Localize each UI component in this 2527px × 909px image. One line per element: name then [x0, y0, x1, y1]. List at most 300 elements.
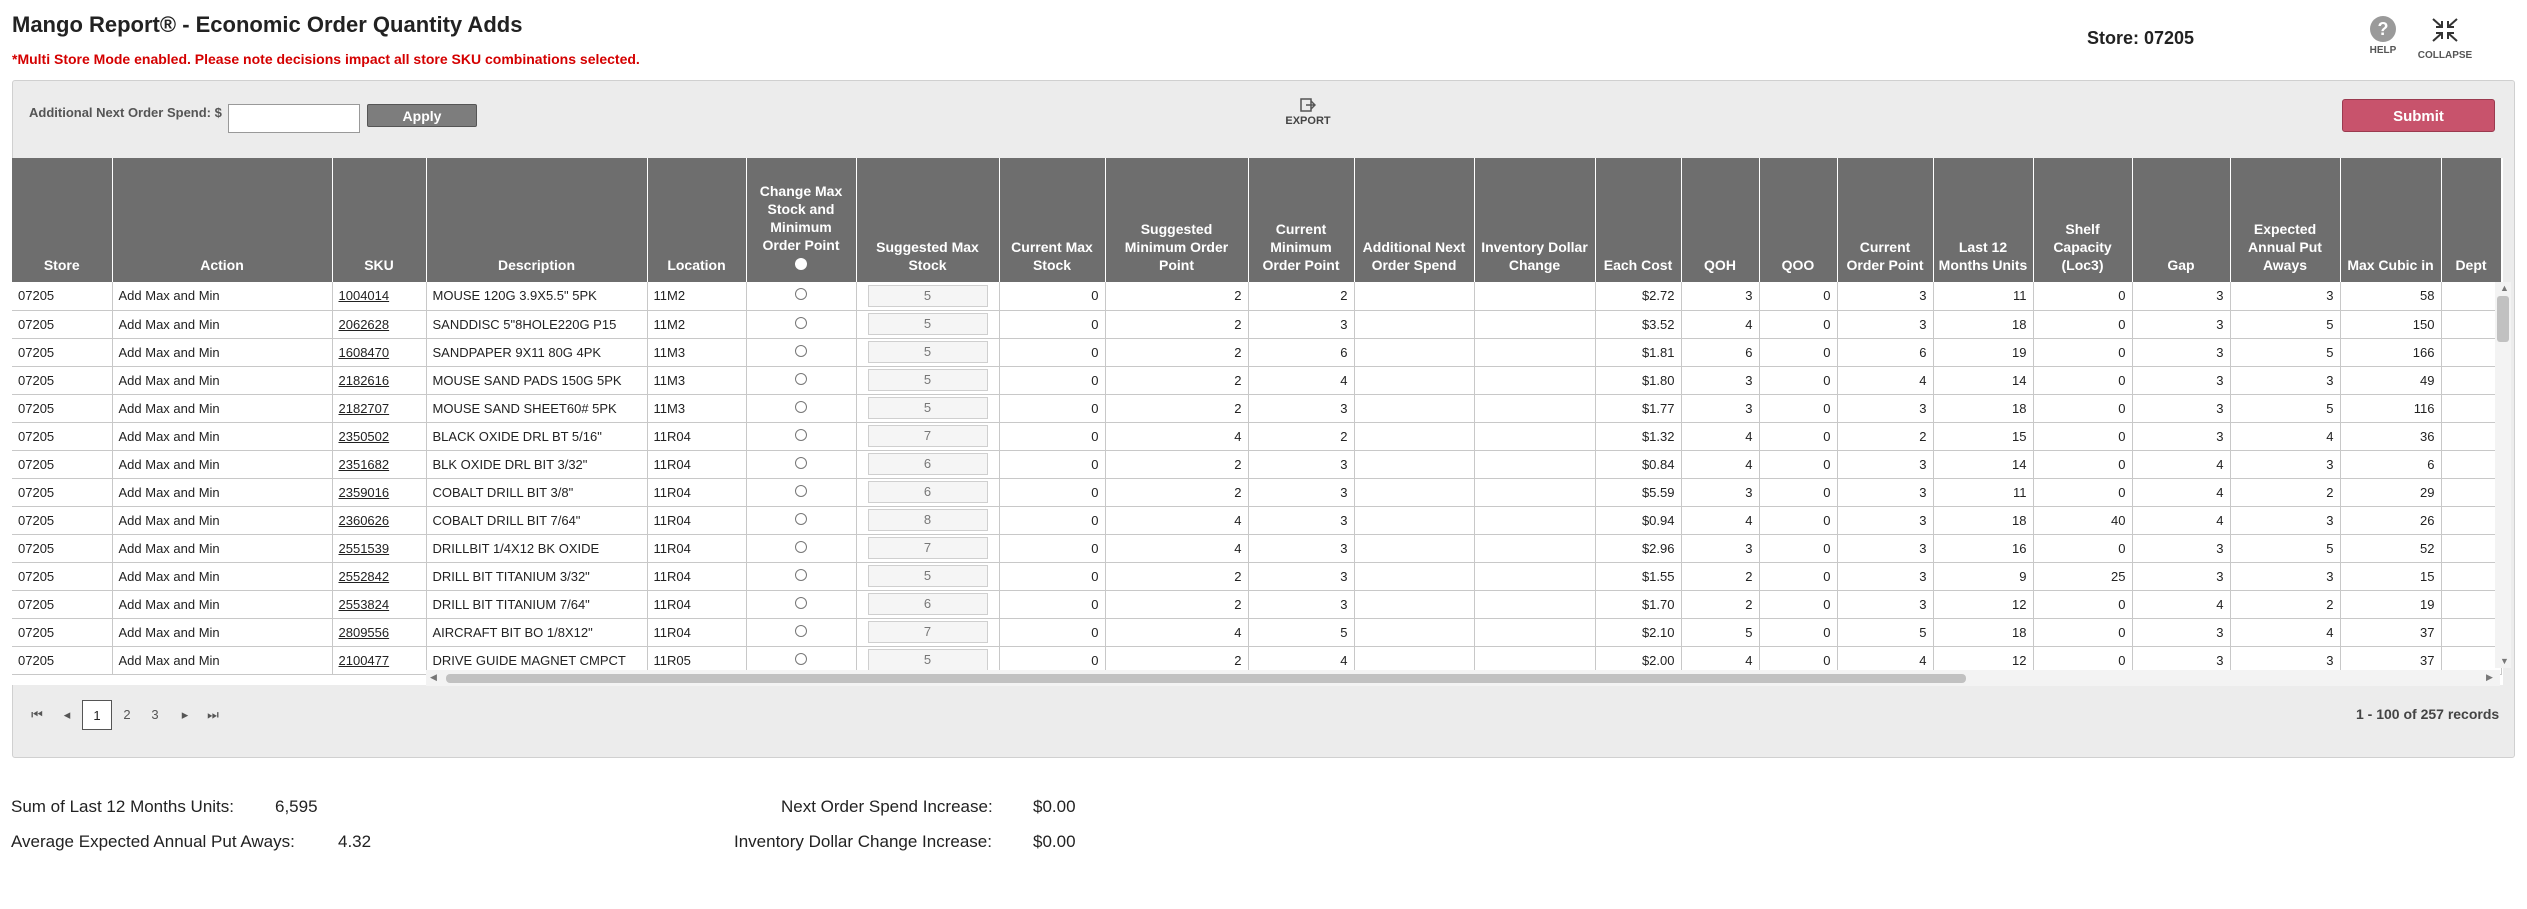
cell-cop: 3 — [1837, 394, 1933, 422]
cell-sku[interactable]: 2062628 — [332, 310, 426, 338]
cell-cost: $1.81 — [1595, 338, 1681, 366]
cell-change-radio — [746, 590, 856, 618]
cell-cubic: 6 — [2340, 450, 2441, 478]
cell-sku[interactable]: 2360626 — [332, 506, 426, 534]
col-header-each-cost[interactable]: Each Cost — [1595, 158, 1681, 282]
change-max-min-radio[interactable] — [795, 541, 807, 553]
cell-idc — [1474, 366, 1595, 394]
cell-smin: 2 — [1105, 478, 1248, 506]
cell-cmin: 2 — [1248, 282, 1354, 310]
cell-qoh: 2 — [1681, 562, 1759, 590]
col-header-max-cubic[interactable]: Max Cubic in — [2340, 158, 2441, 282]
col-header-dept[interactable]: Dept — [2441, 158, 2501, 282]
cell-cmax: 0 — [999, 478, 1105, 506]
cell-gap: 3 — [2132, 282, 2230, 310]
cell-l12: 15 — [1933, 422, 2033, 450]
cell-loc: 11R05 — [647, 646, 746, 674]
cell-qoo: 0 — [1759, 394, 1837, 422]
suggested-max-field[interactable]: 5 — [868, 285, 988, 307]
next-page-icon[interactable]: ▸ — [181, 707, 189, 722]
cell-store: 07205 — [12, 450, 112, 478]
data-grid — [12, 158, 2503, 685]
change-max-min-radio[interactable] — [795, 597, 807, 609]
suggested-max-field[interactable]: 7 — [868, 425, 988, 447]
col-header-sku[interactable]: SKU — [332, 158, 426, 282]
cell-qoo: 0 — [1759, 422, 1837, 450]
cell-action: Add Max and Min — [112, 394, 332, 422]
cell-cost: $5.59 — [1595, 478, 1681, 506]
cell-loc: 11R04 — [647, 506, 746, 534]
cell-cmin: 3 — [1248, 394, 1354, 422]
cell-dept — [2441, 478, 2501, 506]
col-header-gap[interactable]: Gap — [2132, 158, 2230, 282]
cell-sku[interactable]: 2551539 — [332, 534, 426, 562]
cell-qoh: 2 — [1681, 590, 1759, 618]
cell-qoo: 0 — [1759, 590, 1837, 618]
cell-action: Add Max and Min — [112, 618, 332, 646]
cell-idc — [1474, 562, 1595, 590]
cell-sku[interactable]: 2351682 — [332, 450, 426, 478]
cell-cubic: 37 — [2340, 646, 2441, 674]
col-header-location[interactable]: Location — [647, 158, 746, 282]
cell-ans — [1354, 282, 1474, 310]
cell-dept — [2441, 534, 2501, 562]
cell-cmax: 0 — [999, 590, 1105, 618]
avg-value: 4.32 — [338, 832, 372, 851]
page-button-1[interactable]: 1 — [82, 700, 112, 730]
cell-eapa: 3 — [2230, 646, 2340, 674]
cell-ans — [1354, 534, 1474, 562]
cell-suggested-max — [856, 394, 999, 422]
cell-cubic: 26 — [2340, 506, 2441, 534]
export-button[interactable] — [1283, 98, 1333, 127]
cell-l12: 11 — [1933, 478, 2033, 506]
cell-qoh: 4 — [1681, 646, 1759, 674]
cell-suggested-max — [856, 590, 999, 618]
suggested-max-field[interactable]: 6 — [868, 481, 988, 503]
cell-shelf: 40 — [2033, 506, 2132, 534]
cell-shelf: 25 — [2033, 562, 2132, 590]
select-all-radio[interactable] — [795, 258, 807, 270]
help-button[interactable] — [2348, 16, 2418, 56]
cell-cop: 3 — [1837, 478, 1933, 506]
change-max-min-radio[interactable] — [795, 653, 807, 665]
cell-cop: 3 — [1837, 534, 1933, 562]
cell-qoh: 4 — [1681, 422, 1759, 450]
scroll-right-icon[interactable]: ▶ — [2486, 672, 2493, 682]
cell-smin: 4 — [1105, 618, 1248, 646]
suggested-max-field[interactable]: 5 — [868, 649, 988, 671]
export-label: EXPORT — [1285, 115, 1331, 127]
cell-cmax: 0 — [999, 366, 1105, 394]
suggested-max-field[interactable]: 8 — [868, 509, 988, 531]
col-header-current-min[interactable]: Current Minimum Order Point — [1248, 158, 1354, 282]
cell-cost: $2.96 — [1595, 534, 1681, 562]
cell-l12: 18 — [1933, 618, 2033, 646]
cell-sku[interactable]: 2182616 — [332, 366, 426, 394]
cell-cmax: 0 — [999, 310, 1105, 338]
cell-eapa: 4 — [2230, 618, 2340, 646]
cell-smin: 2 — [1105, 282, 1248, 310]
cell-change-radio — [746, 478, 856, 506]
cell-cmin: 3 — [1248, 450, 1354, 478]
cell-cost: $1.32 — [1595, 422, 1681, 450]
cell-suggested-max — [856, 618, 999, 646]
cell-dept — [2441, 310, 2501, 338]
cell-cmin: 3 — [1248, 310, 1354, 338]
cell-loc: 11R04 — [647, 590, 746, 618]
vertical-scroll-thumb[interactable] — [2497, 296, 2509, 342]
cell-sku[interactable]: 2552842 — [332, 562, 426, 590]
suggested-max-field[interactable]: 5 — [868, 565, 988, 587]
col-header-action[interactable]: Action — [112, 158, 332, 282]
change-max-min-radio[interactable] — [795, 345, 807, 357]
cell-dept — [2441, 366, 2501, 394]
cell-shelf: 0 — [2033, 422, 2132, 450]
cell-gap: 3 — [2132, 422, 2230, 450]
col-header-suggested-max[interactable]: Suggested Max Stock — [856, 158, 999, 282]
cell-change-radio — [746, 422, 856, 450]
cell-smin: 4 — [1105, 534, 1248, 562]
cell-action: Add Max and Min — [112, 366, 332, 394]
table-row[interactable] — [12, 394, 2501, 422]
avg-label: Average Expected Annual Put Aways: — [11, 832, 295, 851]
cell-cop: 3 — [1837, 590, 1933, 618]
cell-idc — [1474, 282, 1595, 310]
collapse-icon — [2430, 16, 2460, 44]
cell-sku[interactable]: 2809556 — [332, 618, 426, 646]
page-title: Mango Report® - Economic Order Quantity Adds — [12, 12, 523, 37]
cell-cmax: 0 — [999, 450, 1105, 478]
change-max-min-radio[interactable] — [795, 625, 807, 637]
cell-loc: 11R04 — [647, 450, 746, 478]
table-row[interactable] — [12, 422, 2501, 450]
cell-smin: 2 — [1105, 646, 1248, 674]
table-body — [12, 282, 2501, 674]
suggested-max-field[interactable]: 5 — [868, 341, 988, 363]
change-max-min-radio[interactable] — [795, 569, 807, 581]
cell-change-radio — [746, 534, 856, 562]
cell-cost: $2.00 — [1595, 646, 1681, 674]
cell-action: Add Max and Min — [112, 282, 332, 310]
cell-cubic: 58 — [2340, 282, 2441, 310]
cell-gap: 3 — [2132, 338, 2230, 366]
page-button-2[interactable]: 2 — [123, 707, 131, 722]
cell-cmax: 0 — [999, 338, 1105, 366]
cell-cmax: 0 — [999, 394, 1105, 422]
cell-cop: 3 — [1837, 310, 1933, 338]
cell-qoh: 3 — [1681, 366, 1759, 394]
change-max-min-radio[interactable] — [795, 373, 807, 385]
col-header-current-max[interactable]: Current Max Stock — [999, 158, 1105, 282]
cell-cubic: 166 — [2340, 338, 2441, 366]
prev-page-icon[interactable]: ◂ — [63, 707, 71, 722]
cell-qoo: 0 — [1759, 618, 1837, 646]
change-max-min-radio[interactable] — [795, 288, 807, 300]
cell-dept — [2441, 394, 2501, 422]
table-row[interactable] — [12, 366, 2501, 394]
horizontal-scroll-thumb[interactable] — [446, 674, 1966, 683]
change-max-min-radio[interactable] — [795, 317, 807, 329]
cell-qoh: 3 — [1681, 534, 1759, 562]
col-header-last-12-months[interactable]: Last 12 Months Units — [1933, 158, 2033, 282]
suggested-max-field[interactable]: 7 — [868, 621, 988, 643]
cell-action: Add Max and Min — [112, 338, 332, 366]
cell-sku[interactable]: 2359016 — [332, 478, 426, 506]
cell-cubic: 49 — [2340, 366, 2441, 394]
cell-shelf: 0 — [2033, 646, 2132, 674]
cell-smin: 2 — [1105, 562, 1248, 590]
cell-store: 07205 — [12, 618, 112, 646]
suggested-max-field[interactable]: 5 — [868, 397, 988, 419]
cell-dept — [2441, 506, 2501, 534]
cell-store: 07205 — [12, 534, 112, 562]
cell-cubic: 150 — [2340, 310, 2441, 338]
cell-cmin: 4 — [1248, 366, 1354, 394]
cell-l12: 18 — [1933, 394, 2033, 422]
cell-shelf: 0 — [2033, 282, 2132, 310]
scroll-up-icon[interactable]: ▲ — [2500, 283, 2509, 293]
cell-cost: $0.84 — [1595, 450, 1681, 478]
scroll-down-icon[interactable]: ▼ — [2500, 656, 2509, 666]
cell-loc: 11R04 — [647, 562, 746, 590]
cell-cmin: 3 — [1248, 534, 1354, 562]
suggested-max-field[interactable]: 5 — [868, 369, 988, 391]
cell-desc: SANDPAPER 9X11 80G 4PK — [426, 338, 647, 366]
cell-action: Add Max and Min — [112, 450, 332, 478]
cell-ans — [1354, 310, 1474, 338]
cell-suggested-max — [856, 422, 999, 450]
table-row[interactable] — [12, 282, 2501, 310]
cell-idc — [1474, 338, 1595, 366]
cell-cop: 3 — [1837, 506, 1933, 534]
cell-store: 07205 — [12, 506, 112, 534]
cell-cost: $1.77 — [1595, 394, 1681, 422]
cell-cop: 4 — [1837, 646, 1933, 674]
col-header-store[interactable]: Store — [12, 158, 112, 282]
table-row[interactable] — [12, 506, 2501, 534]
cell-idc — [1474, 450, 1595, 478]
spend-input[interactable] — [228, 104, 360, 133]
cell-cop: 3 — [1837, 282, 1933, 310]
cell-cost: $1.55 — [1595, 562, 1681, 590]
cell-desc: DRIVE GUIDE MAGNET CMPCT — [426, 646, 647, 674]
apply-button[interactable]: Apply — [367, 104, 477, 127]
table-row[interactable] — [12, 562, 2501, 590]
cell-suggested-max — [856, 310, 999, 338]
cell-cost: $1.80 — [1595, 366, 1681, 394]
cell-cmin: 3 — [1248, 562, 1354, 590]
cell-gap: 3 — [2132, 646, 2230, 674]
cell-loc: 11R04 — [647, 618, 746, 646]
cell-store: 07205 — [12, 478, 112, 506]
cell-desc: DRILL BIT TITANIUM 7/64" — [426, 590, 647, 618]
cell-store: 07205 — [12, 338, 112, 366]
cell-loc: 11R04 — [647, 534, 746, 562]
cell-cmax: 0 — [999, 618, 1105, 646]
change-max-min-radio[interactable] — [795, 401, 807, 413]
cell-desc: COBALT DRILL BIT 3/8" — [426, 478, 647, 506]
col-header-current-order-point[interactable]: Current Order Point — [1837, 158, 1933, 282]
cell-action: Add Max and Min — [112, 590, 332, 618]
cell-qoh: 5 — [1681, 618, 1759, 646]
page-button-3[interactable]: 3 — [151, 707, 159, 722]
sum-label: Sum of Last 12 Months Units: — [11, 797, 234, 816]
spend-label: Additional Next Order Spend: $ — [29, 105, 222, 120]
cell-shelf: 0 — [2033, 618, 2132, 646]
cell-shelf: 0 — [2033, 450, 2132, 478]
multi-store-warning: *Multi Store Mode enabled. Please note decisions impact all store SKU combinations selected. — [12, 51, 640, 67]
cell-ans — [1354, 506, 1474, 534]
export-icon — [1300, 98, 1316, 112]
cell-cubic: 37 — [2340, 618, 2441, 646]
suggested-max-field[interactable]: 6 — [868, 593, 988, 615]
cell-cmin: 5 — [1248, 618, 1354, 646]
cell-qoh: 4 — [1681, 450, 1759, 478]
table-row[interactable] — [12, 450, 2501, 478]
cell-action: Add Max and Min — [112, 310, 332, 338]
cell-desc: SANDDISC 5"8HOLE220G P15 — [426, 310, 647, 338]
cell-change-radio — [746, 506, 856, 534]
cell-cubic: 15 — [2340, 562, 2441, 590]
cell-shelf: 0 — [2033, 338, 2132, 366]
cell-sku[interactable]: 2553824 — [332, 590, 426, 618]
cell-l12: 12 — [1933, 590, 2033, 618]
cell-eapa: 4 — [2230, 422, 2340, 450]
cell-shelf: 0 — [2033, 478, 2132, 506]
cell-cmin: 6 — [1248, 338, 1354, 366]
cell-desc: BLACK OXIDE DRL BT 5/16" — [426, 422, 647, 450]
scroll-left-icon[interactable]: ◀ — [430, 672, 437, 682]
suggested-max-field[interactable]: 5 — [868, 313, 988, 335]
cell-sku[interactable]: 2350502 — [332, 422, 426, 450]
cell-gap: 4 — [2132, 590, 2230, 618]
change-max-min-radio[interactable] — [795, 429, 807, 441]
cell-cmax: 0 — [999, 646, 1105, 674]
col-header-qoo[interactable]: QOO — [1759, 158, 1837, 282]
change-max-min-radio[interactable] — [795, 485, 807, 497]
cell-l12: 9 — [1933, 562, 2033, 590]
table-row[interactable] — [12, 590, 2501, 618]
cell-change-radio — [746, 618, 856, 646]
cell-store: 07205 — [12, 366, 112, 394]
cell-l12: 14 — [1933, 450, 2033, 478]
first-page-icon[interactable]: ⏮ — [31, 707, 43, 722]
col-header-additional-spend[interactable]: Additional Next Order Spend — [1354, 158, 1474, 282]
cell-dept — [2441, 338, 2501, 366]
inventory-increase-label: Inventory Dollar Change Increase: — [734, 832, 992, 851]
cell-gap: 3 — [2132, 618, 2230, 646]
table-row[interactable] — [12, 338, 2501, 366]
cell-ans — [1354, 618, 1474, 646]
cell-smin: 2 — [1105, 590, 1248, 618]
cell-sku[interactable]: 2100477 — [332, 646, 426, 674]
cell-qoo: 0 — [1759, 338, 1837, 366]
cell-eapa: 3 — [2230, 450, 2340, 478]
cell-desc: DRILLBIT 1/4X12 BK OXIDE — [426, 534, 647, 562]
cell-idc — [1474, 534, 1595, 562]
cell-qoo: 0 — [1759, 534, 1837, 562]
cell-eapa: 5 — [2230, 534, 2340, 562]
col-header-qoh[interactable]: QOH — [1681, 158, 1759, 282]
cell-qoo: 0 — [1759, 366, 1837, 394]
table-row[interactable] — [12, 534, 2501, 562]
cell-store: 07205 — [12, 590, 112, 618]
cell-qoo: 0 — [1759, 506, 1837, 534]
cell-idc — [1474, 590, 1595, 618]
suggested-max-field[interactable]: 7 — [868, 537, 988, 559]
cell-change-radio — [746, 562, 856, 590]
cell-gap: 3 — [2132, 310, 2230, 338]
suggested-max-field[interactable]: 6 — [868, 453, 988, 475]
cell-desc: MOUSE SAND PADS 150G 5PK — [426, 366, 647, 394]
cell-cmax: 0 — [999, 534, 1105, 562]
cell-l12: 11 — [1933, 282, 2033, 310]
col-header-change-max-min[interactable] — [746, 158, 856, 282]
cell-qoo: 0 — [1759, 310, 1837, 338]
col-header-shelf-capacity[interactable]: Shelf Capacity (Loc3) — [2033, 158, 2132, 282]
cell-eapa: 3 — [2230, 282, 2340, 310]
cell-cubic: 116 — [2340, 394, 2441, 422]
cell-qoh: 4 — [1681, 506, 1759, 534]
col-header-inventory-change[interactable]: Inventory Dollar Change — [1474, 158, 1595, 282]
col-header-description[interactable]: Description — [426, 158, 647, 282]
cell-ans — [1354, 562, 1474, 590]
cell-gap: 3 — [2132, 366, 2230, 394]
cell-l12: 19 — [1933, 338, 2033, 366]
cell-desc: BLK OXIDE DRL BIT 3/32" — [426, 450, 647, 478]
cell-sku[interactable]: 1004014 — [332, 282, 426, 310]
last-page-icon[interactable]: ⏭ — [207, 707, 219, 722]
cell-ans — [1354, 366, 1474, 394]
cell-qoh: 3 — [1681, 478, 1759, 506]
cell-smin: 2 — [1105, 394, 1248, 422]
cell-store: 07205 — [12, 310, 112, 338]
cell-change-radio — [746, 450, 856, 478]
cell-cmax: 0 — [999, 506, 1105, 534]
cell-cmin: 3 — [1248, 478, 1354, 506]
cell-ans — [1354, 450, 1474, 478]
cell-dept — [2441, 590, 2501, 618]
cell-gap: 3 — [2132, 562, 2230, 590]
cell-eapa: 3 — [2230, 562, 2340, 590]
cell-sku[interactable]: 1608470 — [332, 338, 426, 366]
col-header-expected-put-aways[interactable]: Expected Annual Put Aways — [2230, 158, 2340, 282]
table-row[interactable] — [12, 478, 2501, 506]
cell-eapa: 5 — [2230, 394, 2340, 422]
cell-desc: DRILL BIT TITANIUM 3/32" — [426, 562, 647, 590]
collapse-button[interactable] — [2410, 16, 2480, 61]
sum-value: 6,595 — [275, 797, 318, 816]
cell-eapa: 2 — [2230, 478, 2340, 506]
cell-cop: 6 — [1837, 338, 1933, 366]
table-row[interactable] — [12, 618, 2501, 646]
cell-suggested-max — [856, 338, 999, 366]
cell-cmin: 4 — [1248, 646, 1354, 674]
submit-button[interactable]: Submit — [2342, 99, 2495, 132]
cell-gap: 3 — [2132, 534, 2230, 562]
cell-loc: 11M2 — [647, 282, 746, 310]
cell-qoh: 3 — [1681, 394, 1759, 422]
change-max-min-radio[interactable] — [795, 457, 807, 469]
table-row[interactable] — [12, 310, 2501, 338]
cell-cubic: 36 — [2340, 422, 2441, 450]
cell-ans — [1354, 478, 1474, 506]
cell-store: 07205 — [12, 646, 112, 674]
col-header-suggested-min[interactable]: Suggested Minimum Order Point — [1105, 158, 1248, 282]
cell-sku[interactable]: 2182707 — [332, 394, 426, 422]
change-max-min-radio[interactable] — [795, 513, 807, 525]
